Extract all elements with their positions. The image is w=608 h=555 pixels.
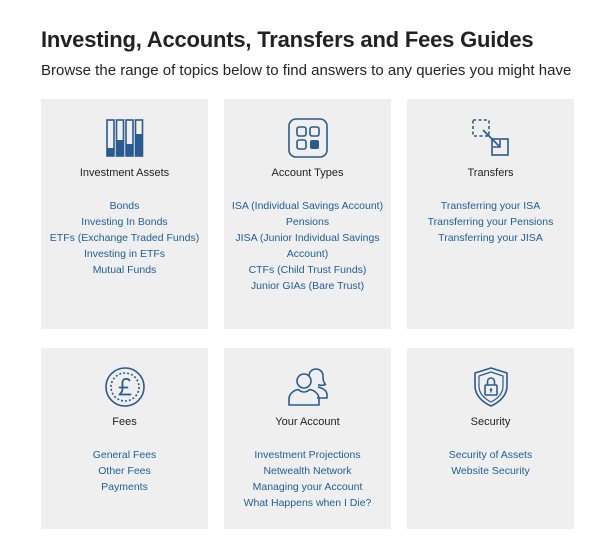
people-icon — [287, 366, 329, 408]
link-list — [407, 447, 574, 479]
link-netwealth-network[interactable]: Netwealth Network — [263, 465, 352, 477]
card-title: Transfers — [467, 167, 514, 179]
page-title: Investing, Accounts, Transfers and Fees Guides — [41, 27, 534, 52]
link-list — [224, 447, 391, 511]
card-investment-assets — [41, 99, 208, 329]
link-etfs[interactable]: ETFs (Exchange Traded Funds) — [49, 232, 200, 244]
card-security — [407, 348, 574, 529]
card-transfers — [407, 99, 574, 329]
topic-grid — [41, 99, 575, 529]
card-title: Account Types — [271, 167, 344, 179]
page-header — [41, 26, 571, 81]
link-list — [41, 447, 208, 495]
link-bonds[interactable]: Bonds — [109, 200, 140, 212]
link-security-of-assets[interactable]: Security of Assets — [448, 449, 533, 461]
page-subtitle: Browse the range of topics below to find answers to any queries you might have — [41, 62, 572, 79]
grid-squares-icon — [287, 117, 329, 159]
shield-lock-icon — [470, 366, 512, 408]
link-list — [41, 198, 208, 278]
card-title: Fees — [112, 416, 137, 428]
link-junior-gias[interactable]: Junior GIAs (Bare Trust) — [250, 280, 365, 292]
link-transferring-isa[interactable]: Transferring your ISA — [440, 200, 541, 212]
link-other-fees[interactable]: Other Fees — [98, 465, 151, 477]
card-fees — [41, 348, 208, 529]
link-list — [407, 198, 574, 246]
link-pensions[interactable]: Pensions — [285, 216, 330, 228]
link-investing-in-bonds[interactable]: Investing In Bonds — [81, 216, 168, 228]
link-what-happens-when-i-die[interactable]: What Happens when I Die? — [243, 497, 372, 509]
link-managing-account[interactable]: Managing your Account — [252, 481, 363, 493]
link-list — [224, 198, 391, 294]
link-website-security[interactable]: Website Security — [451, 465, 530, 477]
transfer-squares-icon — [470, 117, 512, 159]
card-title: Security — [470, 416, 511, 428]
card-title: Your Account — [275, 416, 340, 428]
pound-coin-icon — [104, 366, 146, 408]
link-transferring-jisa[interactable]: Transferring your JISA — [438, 232, 543, 244]
link-payments[interactable]: Payments — [101, 481, 148, 493]
card-account-types — [224, 99, 391, 329]
link-general-fees[interactable]: General Fees — [92, 449, 157, 461]
link-transferring-pensions[interactable]: Transferring your Pensions — [427, 216, 554, 228]
link-ctfs[interactable]: CTFs (Child Trust Funds) — [248, 264, 367, 276]
link-isa[interactable]: ISA (Individual Savings Account) — [231, 200, 384, 212]
bar-columns-icon — [104, 117, 146, 159]
link-investing-in-etfs[interactable]: Investing in ETFs — [83, 248, 166, 260]
link-mutual-funds[interactable]: Mutual Funds — [92, 264, 157, 276]
card-your-account — [224, 348, 391, 529]
card-title: Investment Assets — [79, 167, 170, 179]
link-jisa[interactable]: JISA (Junior Individual Savings Account) — [235, 232, 380, 260]
link-investment-projections[interactable]: Investment Projections — [254, 449, 361, 461]
